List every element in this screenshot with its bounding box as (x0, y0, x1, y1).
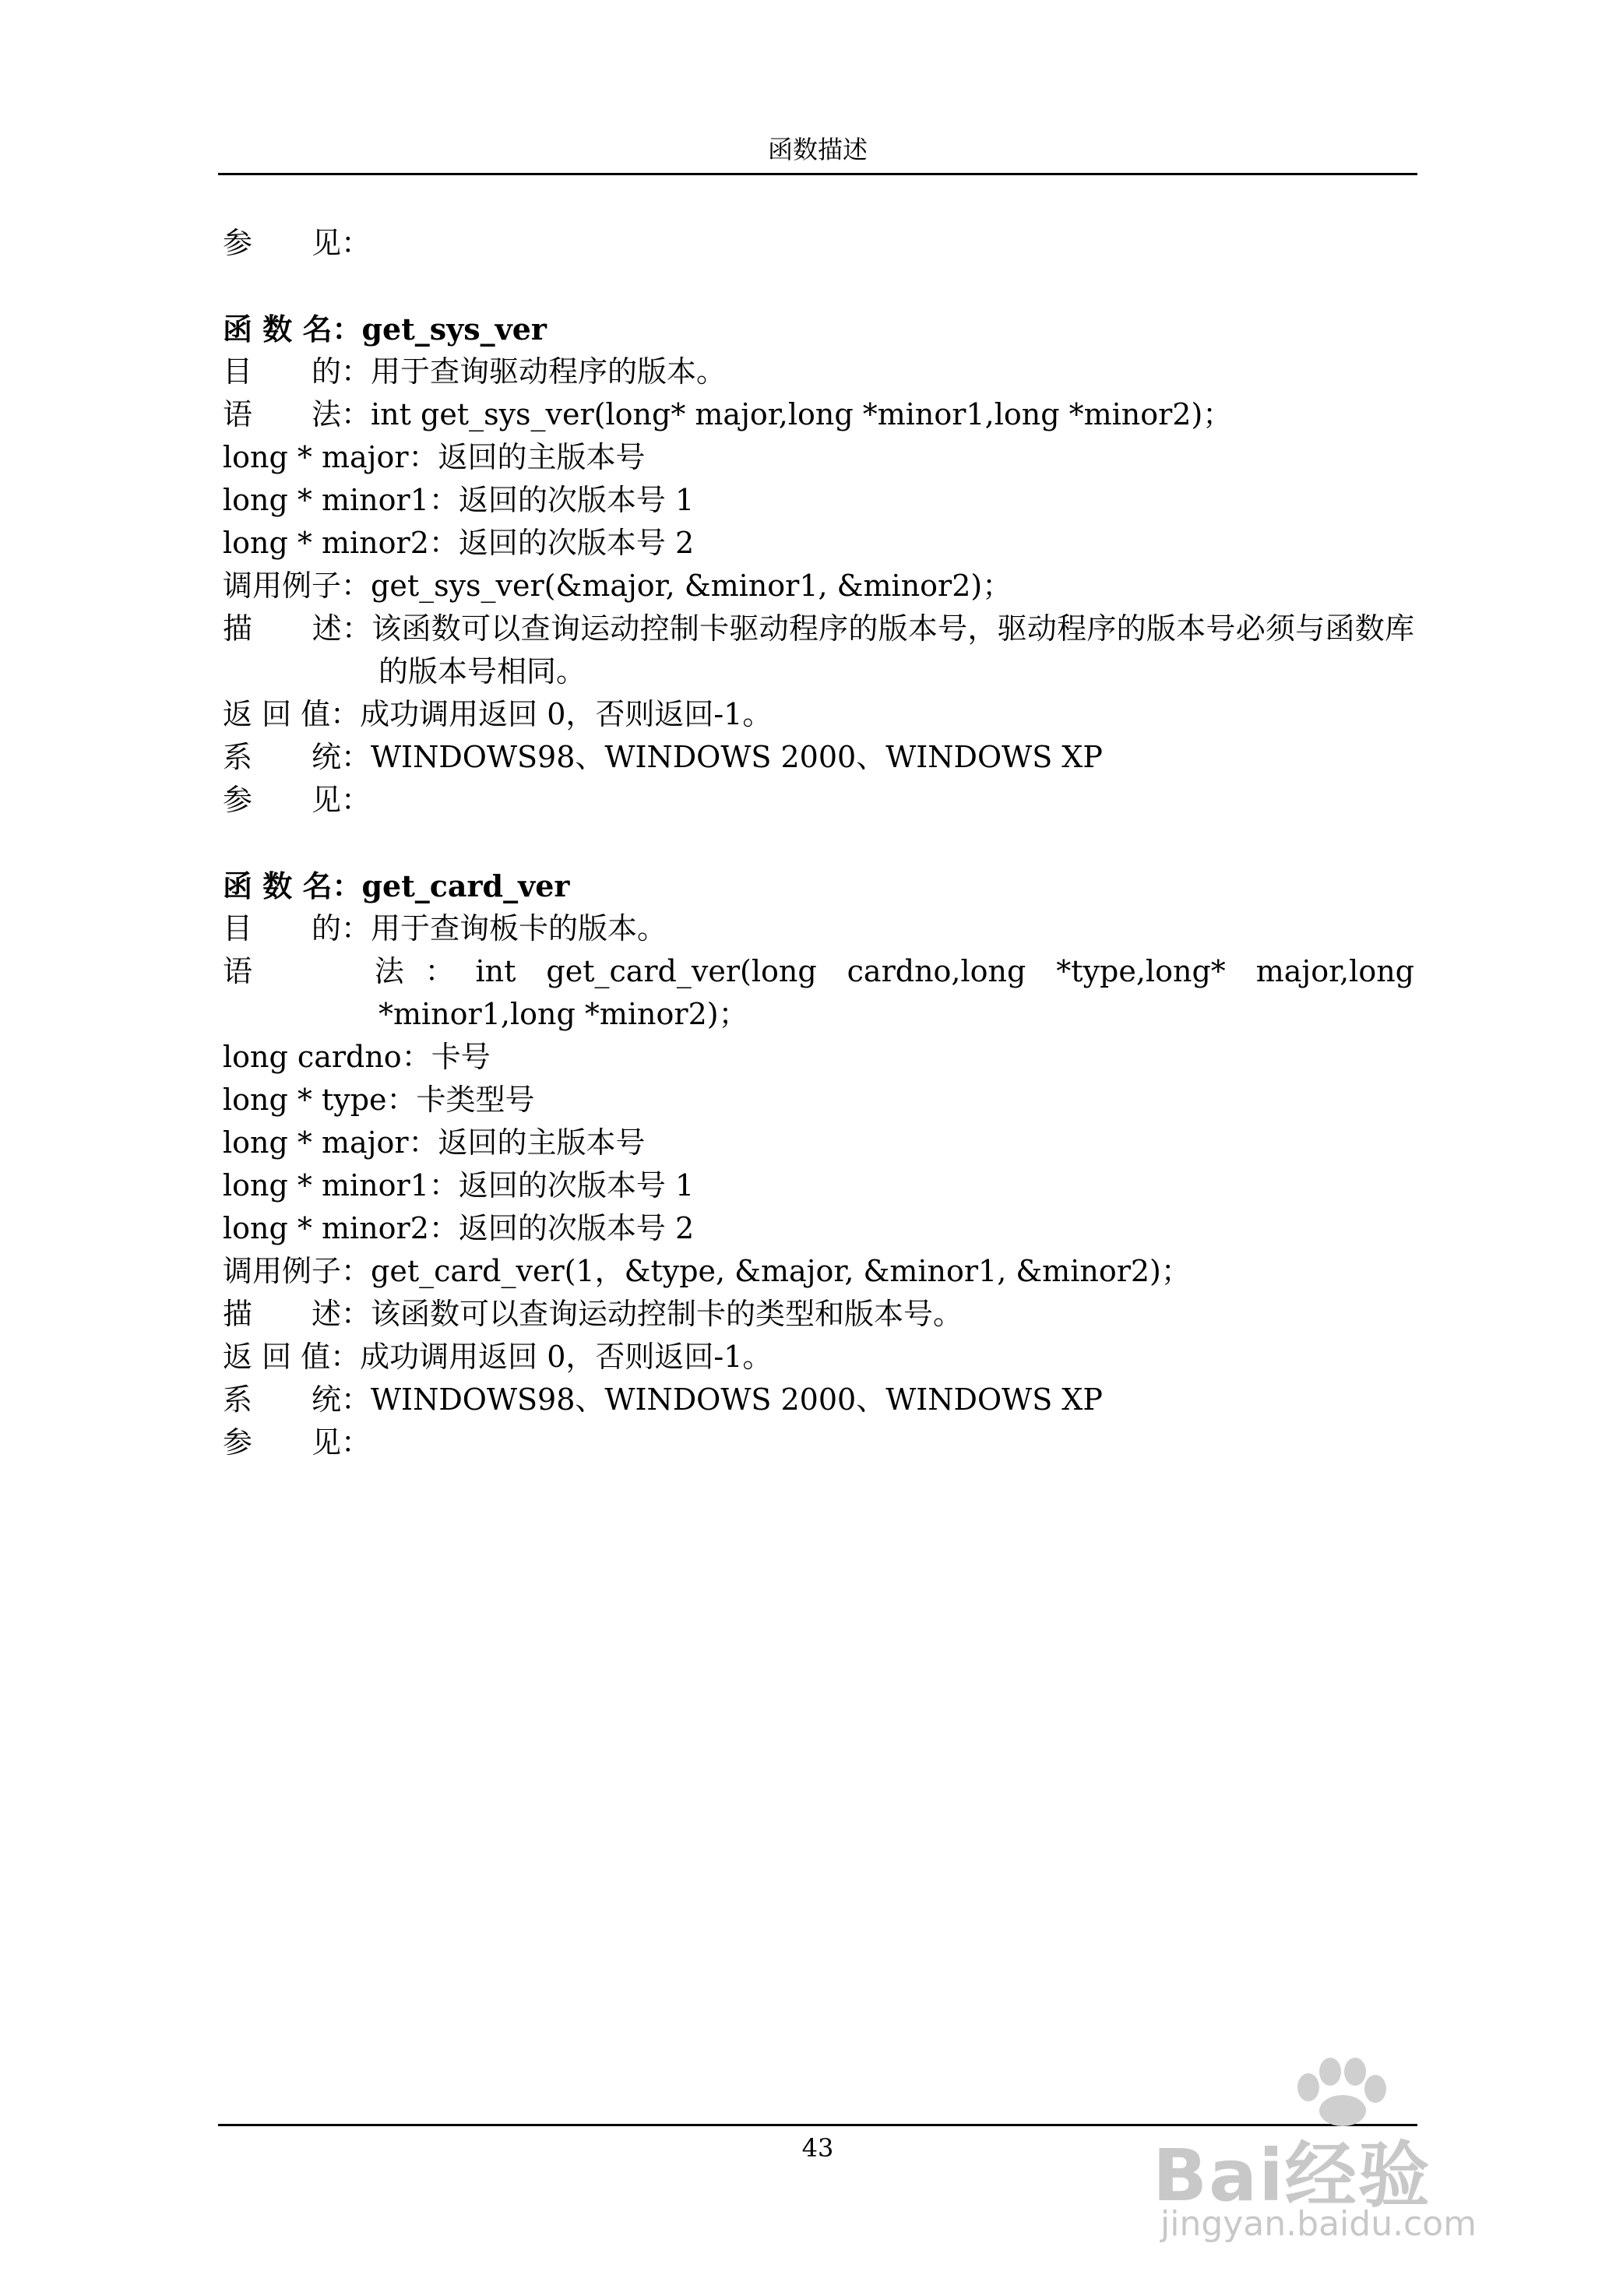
header-divider (218, 173, 1417, 175)
param-line: long cardno：卡号 (223, 1040, 491, 1074)
description-label: 描 述： (223, 611, 372, 646)
page-header-title: 函数描述 (767, 135, 868, 164)
function-name-line (223, 308, 1414, 350)
function-name-line (223, 865, 1414, 907)
return-line: 返 回 值：成功调用返回 0，否则返回-1。 (223, 697, 773, 731)
description-text: 该函数可以查询运动控制卡驱动程序的版本号，驱动程序的版本号必须与函数库的版本号相同。 (371, 611, 1414, 688)
function-name-label: 函 数 名： (223, 868, 362, 903)
param-line: long * type：卡类型号 (223, 1083, 535, 1117)
function-name-label: 函 数 名： (223, 312, 362, 347)
syntax-text: int get_card_ver(long cardno,long *type,long* major,long *minor1,long *minor2)； (378, 954, 1414, 1031)
param-line: long * minor2：返回的次版本号 2 (223, 526, 695, 560)
page-number: 43 (801, 2133, 834, 2163)
see-also-line: 参 见： (223, 783, 371, 817)
description-label: 描 述： (223, 1297, 371, 1331)
param-line: long * major：返回的主版本号 (223, 440, 646, 474)
function-block-get-card-ver (223, 865, 1414, 1464)
see-also-top: 参 见： (223, 226, 371, 260)
syntax-paragraph (223, 950, 1414, 1036)
example-line: 调用例子：get_sys_ver(&major, &minor1, &minor2)； (223, 569, 1012, 603)
function-name: get_card_ver (361, 868, 570, 903)
baidu-jingyan-watermark (1153, 2056, 1558, 2259)
syntax-label: 语 法： (223, 954, 476, 988)
system-line: 系 统：WINDOWS98、WINDOWS 2000、WINDOWS XP (223, 1382, 1103, 1417)
document-body (223, 222, 1414, 1464)
param-line: long * minor2：返回的次版本号 2 (223, 1211, 695, 1245)
syntax-label: 语 法： (223, 397, 371, 431)
function-block-get-sys-ver (223, 308, 1414, 822)
description-paragraph (223, 1293, 1414, 1336)
param-line: long * major：返回的主版本号 (223, 1125, 646, 1160)
description-paragraph (223, 607, 1414, 693)
system-line: 系 统：WINDOWS98、WINDOWS 2000、WINDOWS XP (223, 740, 1103, 774)
watermark-brand: Bai经验 (1153, 2134, 1431, 2217)
paw-icon (1285, 2056, 1394, 2126)
purpose-line: 目 的：用于查询驱动程序的版本。 (223, 354, 727, 389)
example-line: 调用例子：get_card_ver(1，&type, &major, &minor1, &minor2)； (223, 1254, 1191, 1288)
purpose-line: 目 的：用于查询板卡的版本。 (223, 911, 667, 946)
watermark-url: jingyan.baidu.com (1160, 2204, 1477, 2244)
see-also-line: 参 见： (223, 1425, 371, 1460)
syntax-line (223, 393, 1414, 436)
param-line: long * minor1：返回的次版本号 1 (223, 483, 695, 517)
return-line: 返 回 值：成功调用返回 0，否则返回-1。 (223, 1340, 773, 1374)
param-line: long * minor1：返回的次版本号 1 (223, 1168, 695, 1203)
syntax-text: int get_sys_ver(long* major,long *minor1,long *minor2)； (371, 397, 1233, 431)
function-name: get_sys_ver (361, 312, 547, 347)
description-text: 该函数可以查询运动控制卡的类型和版本号。 (371, 1297, 963, 1331)
